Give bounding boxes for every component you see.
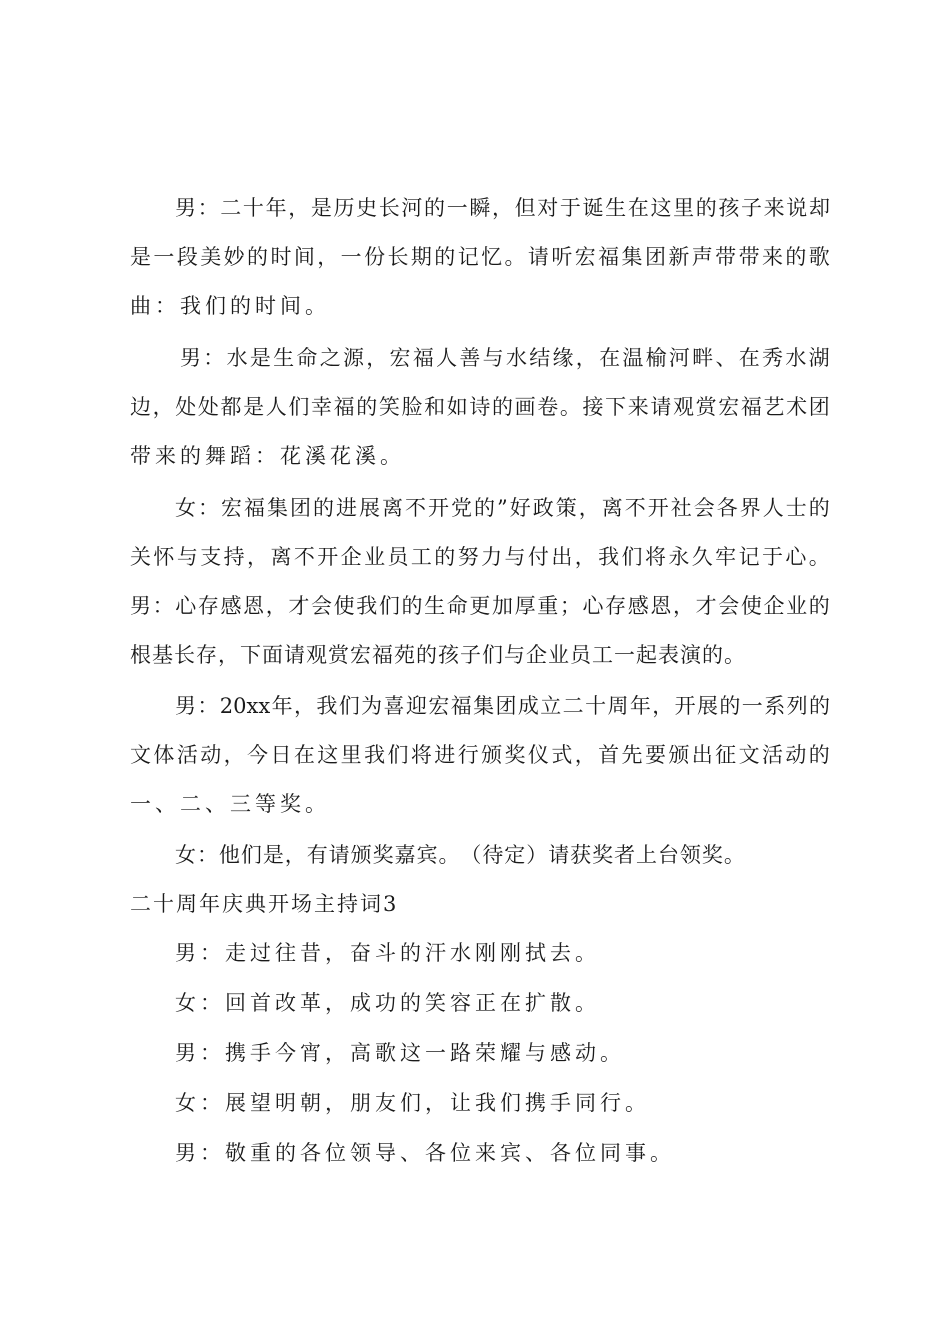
text-line-11: 男 ： 20xx 年 ， 我 们 为 喜 迎 宏 福 集 团 成 立 二 十 周 年 ， 开 展 的 一 系 列 的 [175, 694, 830, 718]
section-title: 二十周年庆典开场主持词3 [130, 892, 399, 916]
text-line-5: 边 ， 处 处 都 是 人 们 幸 福 的 笑 脸 和 如 诗 的 画 卷 。 接 下 来 请 观 赏 宏 福 艺 术 团 [130, 395, 830, 419]
text-line-10: 根 基 长 存 ， 下 面 请 观 赏 宏 福 苑 的 孩 子 们 与 企 业 员 工 一 起 表 演 的 。 [130, 643, 745, 667]
text-line-3: 曲：我们的时间。 [130, 294, 330, 318]
text-line-14: 女 ： 他 们 是 ， 有 请 颁 奖 嘉 宾 。 （ 待 定 ） 请 获 奖 者 上 台 领 奖 。 [175, 843, 745, 867]
text-line-9: 男 ： 心 存 感 恩 ， 才 会 使 我 们 的 生 命 更 加 厚 重 ； 心 存 感 恩 ， 才 会 使 企 业 的 [130, 594, 830, 618]
text-line-1: 男 ： 二 十 年 ， 是 历 史 长 河 的 一 瞬 ， 但 对 于 诞 生 在 这 里 的 孩 子 来 说 却 [175, 196, 830, 220]
text-line-4: 男 ： 水 是 生 命 之 源 ， 宏 福 人 善 与 水 结 缘 ， 在 温 榆 河 畔 、 在 秀 水 湖 [180, 346, 830, 370]
text-line-20: 男：敬重的各位领导、各位来宾、各位同事。 [175, 1141, 675, 1165]
text-line-19: 女：展望明朝，朋友们，让我们携手同行。 [175, 1091, 650, 1115]
text-line-17: 女：回首改革，成功的笑容正在扩散。 [175, 991, 600, 1015]
text-line-16: 男：走过往昔，奋斗的汗水刚刚拭去。 [175, 941, 600, 965]
text-line-2: 是 一 段 美 妙 的 时 间 ， 一 份 长 期 的 记 忆 。 请 听 宏 福 集 团 新 声 带 带 来 的 歌 [130, 245, 830, 269]
text-line-8: 关 怀 与 支 持 ， 离 不 开 企 业 员 工 的 努 力 与 付 出 ， 我 们 将 永 久 牢 记 于 心 。 [130, 545, 830, 569]
text-line-12: 文 体 活 动 ， 今 日 在 这 里 我 们 将 进 行 颁 奖 仪 式 ， 首 先 要 颁 出 征 文 活 动 的 [130, 743, 830, 767]
text-line-7: 女 ： 宏 福 集 团 的 进 展 离 不 开 党 的 ” 好 政 策 ， 离 不 开 社 会 各 界 人 士 的 [175, 496, 830, 520]
text-line-18: 男：携手今宵，高歌这一路荣耀与感动。 [175, 1041, 625, 1065]
text-line-6: 带来的舞蹈：花溪花溪。 [130, 444, 405, 468]
text-line-13: 一、二、三等奖。 [130, 792, 330, 816]
